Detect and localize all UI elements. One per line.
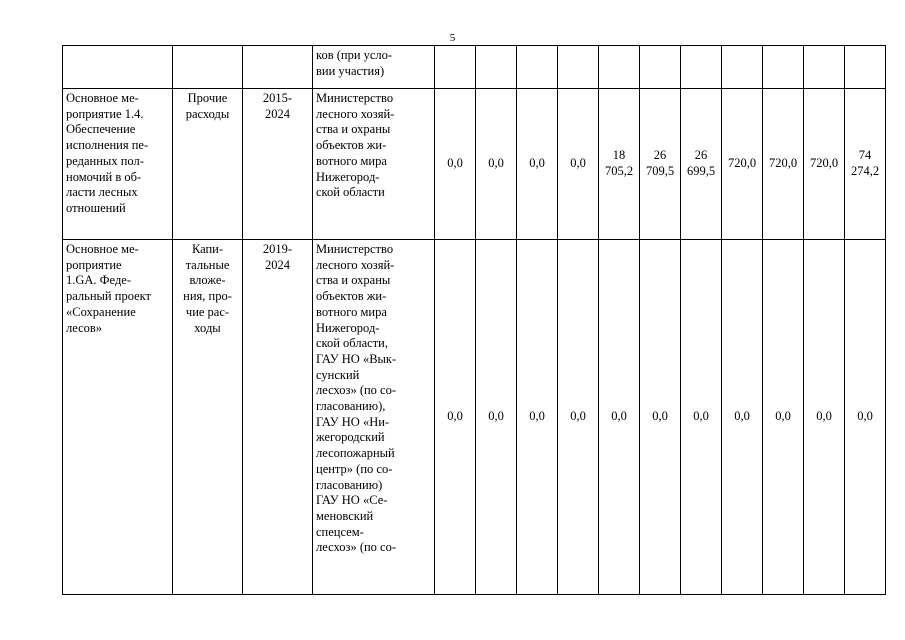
value-cell xyxy=(845,46,886,89)
value-cell: 0,0 xyxy=(476,240,517,595)
expense-type-cell xyxy=(173,46,243,89)
value-cell: 0,0 xyxy=(722,240,763,595)
value-cell: 0,0 xyxy=(804,240,845,595)
value-cell xyxy=(476,46,517,89)
value-cell xyxy=(599,46,640,89)
value-cell: 0,0 xyxy=(763,240,804,595)
value-cell: 0,0 xyxy=(599,240,640,595)
measure-name-cell: Основное ме- роприятие 1.4. Обеспечение исполнения пе- реданных пол- номочий в об- ласти лесных отношений xyxy=(63,89,173,240)
value-cell xyxy=(435,46,476,89)
budget-table xyxy=(62,45,886,595)
value-cell xyxy=(558,46,599,89)
expense-type-cell: Прочие расходы xyxy=(173,89,243,240)
executor-cell: Министерство лесного хозяй- ства и охраны объектов жи- вотного мира Нижегород- ской области, ГАУ НО «Вык- сунский лесхоз» (по со- гласованию), ГАУ НО «Ни- жегородский лесопожарный центр» (по со- гласованию) ГАУ НО «Се- меновский спецсем- лесхоз» (по со- xyxy=(313,240,435,595)
value-cell xyxy=(517,46,558,89)
value-cell: 0,0 xyxy=(476,89,517,240)
value-cell: 0,0 xyxy=(517,240,558,595)
value-cell: 0,0 xyxy=(517,89,558,240)
value-cell: 0,0 xyxy=(435,240,476,595)
value-cell: 720,0 xyxy=(804,89,845,240)
value-cell: 0,0 xyxy=(558,240,599,595)
period-cell: 2015- 2024 xyxy=(243,89,313,240)
measure-name-cell: Основное ме- роприятие 1.GA. Феде- ральный проект «Сохранение лесов» xyxy=(63,240,173,595)
period-cell xyxy=(243,46,313,89)
period-cell: 2019- 2024 xyxy=(243,240,313,595)
table-row xyxy=(63,46,886,89)
table-row xyxy=(63,89,886,240)
value-cell xyxy=(804,46,845,89)
value-cell: 74 274,2 xyxy=(845,89,886,240)
value-cell: 26 709,5 xyxy=(640,89,681,240)
page-number: 5 xyxy=(449,32,456,44)
value-cell: 18 705,2 xyxy=(599,89,640,240)
table-row xyxy=(63,240,886,595)
value-cell: 0,0 xyxy=(435,89,476,240)
value-cell: 0,0 xyxy=(845,240,886,595)
measure-name-cell xyxy=(63,46,173,89)
expense-type-cell: Капи- тальные вложе- ния, про- чие рас- ходы xyxy=(173,240,243,595)
value-cell xyxy=(722,46,763,89)
value-cell: 720,0 xyxy=(722,89,763,240)
value-cell xyxy=(681,46,722,89)
value-cell: 26 699,5 xyxy=(681,89,722,240)
value-cell: 0,0 xyxy=(640,240,681,595)
executor-cell: ков (при усло- вии участия) xyxy=(313,46,435,89)
value-cell: 0,0 xyxy=(558,89,599,240)
value-cell: 0,0 xyxy=(681,240,722,595)
value-cell: 720,0 xyxy=(763,89,804,240)
executor-cell: Министерство лесного хозяй- ства и охраны объектов жи- вотного мира Нижегород- ской области xyxy=(313,89,435,240)
value-cell xyxy=(763,46,804,89)
value-cell xyxy=(640,46,681,89)
